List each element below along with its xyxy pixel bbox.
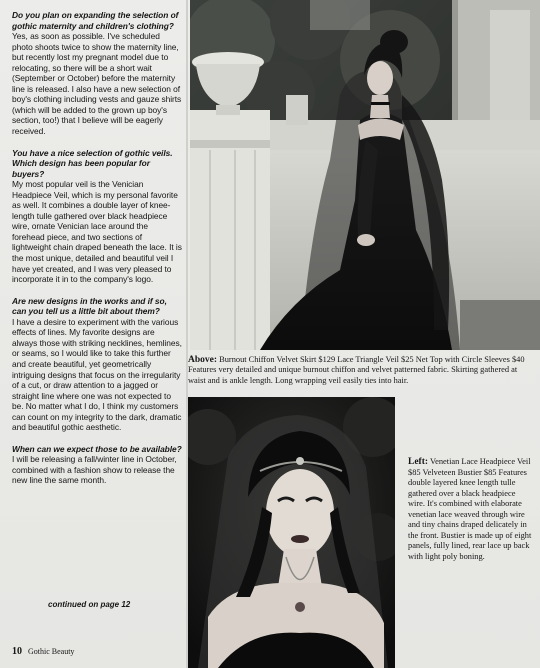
top-photo: [190, 0, 540, 350]
bottom-photo: [188, 397, 395, 668]
interview-column: [12, 10, 182, 497]
interview-question: When can we expect those to be available?: [12, 443, 182, 454]
page-folio: [12, 646, 74, 657]
page-number: 10: [12, 646, 22, 657]
interview-question: Do you plan on expanding the selection of gothic maternity and children's clothing?: [12, 10, 179, 31]
interview-question: You have a nice selection of gothic veils. Which design has been popular for buyers?: [12, 147, 173, 179]
caption-text: Venetian Lace Headpiece Veil $85 Velveteen Bustier $85 Features double layered knee length tulle gathered over a black headpiece wire. It's combined with elaborate venetian lace weaved through wire and tiny chains draped delicately in the front. Bustier is made up of eight panels, fully lined, rear lace up back with light poly boning.: [408, 457, 532, 561]
bottom-photo-caption: [408, 457, 532, 562]
interview-answer: My most popular veil is the Venician Headpiece Veil, which is my personal favorite as well. It combines a double layer of knee-length tulle gathered over black headpiece wire, ornate Venician lace around the forehead piece, and two sections of lightweight chain draped beneath the lace. It is the most unique, detailed and beautiful veil I have yet created, and I was very pleased to incorporate it in to the company's logo.: [12, 179, 182, 285]
publication-name: Gothic Beauty: [28, 647, 75, 656]
qa-block: [12, 296, 182, 433]
interview-answer: I will be releasing a fall/winter line in October, combined with a fashion show to release the new line the same month.: [12, 454, 177, 486]
qa-block: [12, 10, 182, 137]
interview-question: Are new designs in the works and if so, can you tell us a little bit about them?: [12, 295, 167, 317]
qa-block: [12, 148, 182, 285]
caption-lead: Left:: [408, 457, 429, 467]
interview-answer: I have a desire to experiment with the various effects of lines. My favorite designs are always those with striking necklines, hemlines, or seams, so I would like to take this further and create beautiful, yet geometrically intriguing designs that focus on the irregularity of a cut, or draw attention to a jagged or straight line where one was not expected to be. No matter what I do, I think my customers can count on my integrity to the dark, dramatic and beautiful gothic aesthetic.: [12, 316, 182, 433]
continued-note: continued on page 12: [48, 600, 131, 609]
caption-text: Burnout Chiffon Velvet Skirt $129 Lace Triangle Veil $25 Net Top with Circle Sleeves $40 Features very detailed and unique burnout chiffon and velvet patterned fabric. Skirting gathered at waist and is ankle length. Long wrapping veil easily ties into hair.: [188, 355, 525, 385]
interview-answer: Yes, as soon as possible. I've scheduled photo shoots twice to show the maternity line, but recently lost my pregnant model due to relocating, so there will be a short wait (September or October) before the maternity line is released. I also have a new selection of boy's clothing including vests and gauze shirts (which will be added to the grown up boy's section, too!) that I believe will be eagerly received.: [12, 31, 182, 137]
caption-lead: Above:: [188, 355, 218, 365]
porch-scene-illustration: [190, 0, 540, 350]
portrait-illustration: [188, 397, 395, 668]
qa-block: [12, 444, 182, 486]
top-photo-caption: [188, 355, 536, 386]
